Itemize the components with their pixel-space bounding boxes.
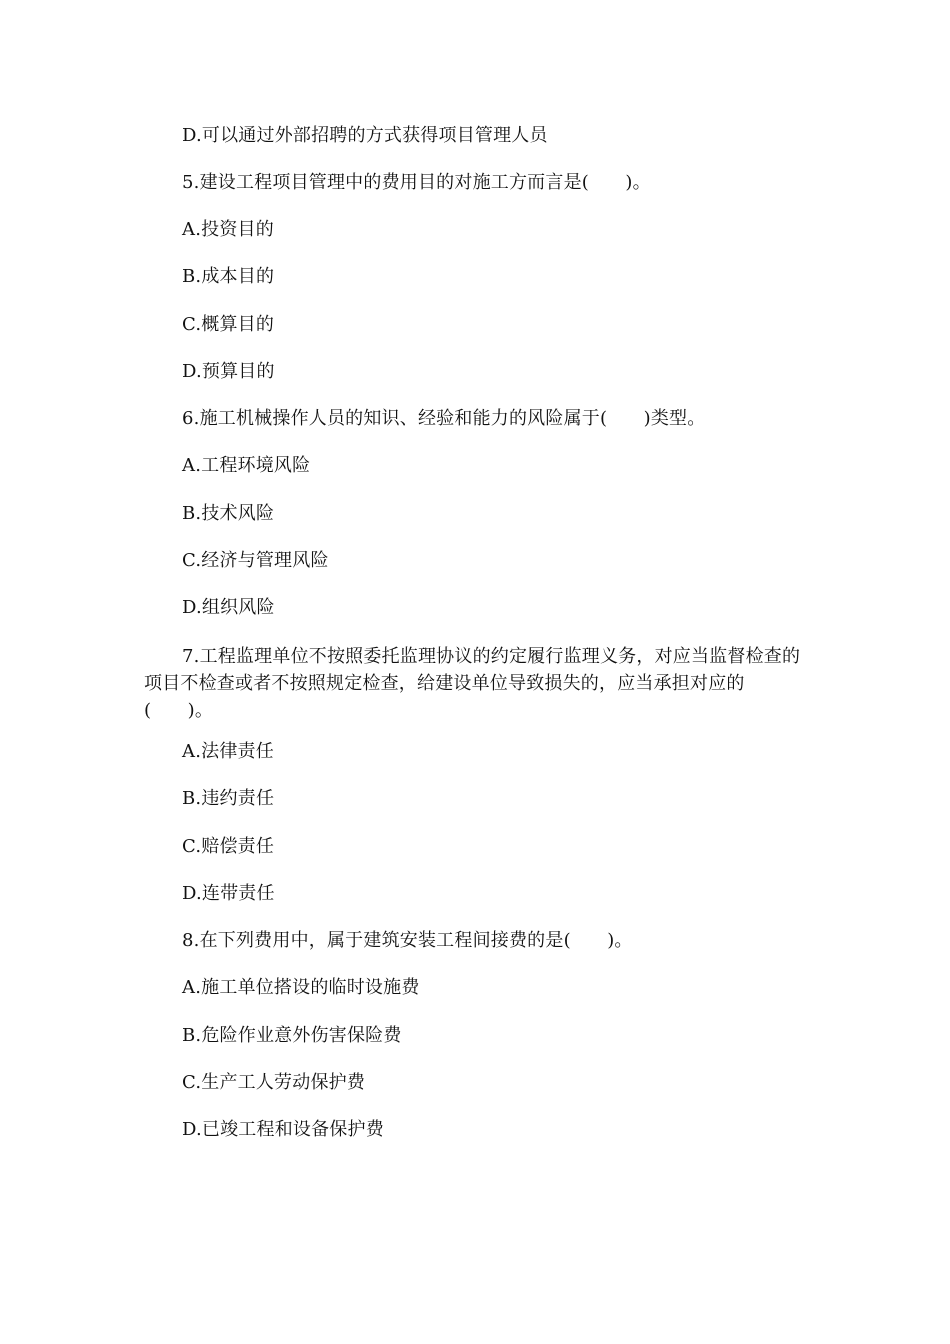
question-6: 6.施工机械操作人员的知识、经验和能力的风险属于( )类型。 xyxy=(182,408,706,429)
option-5c: C.概算目的 xyxy=(182,314,275,335)
option-7d: D.连带责任 xyxy=(182,883,275,904)
option-6a: A.工程环境风险 xyxy=(182,455,311,476)
option-7b: B.违约责任 xyxy=(182,788,275,809)
option-7c: C.赔偿责任 xyxy=(182,836,275,857)
option-6b: B.技术风险 xyxy=(182,503,275,524)
option-8c: C.生产工人劳动保护费 xyxy=(182,1072,366,1093)
option-8a: A.施工单位搭设的临时设施费 xyxy=(182,977,420,998)
question-5: 5.建设工程项目管理中的费用目的对施工方而言是( )。 xyxy=(182,172,651,193)
option-8d: D.已竣工程和设备保护费 xyxy=(182,1119,384,1140)
option-5a: A.投资目的 xyxy=(182,219,274,240)
option-5d: D.预算目的 xyxy=(182,361,275,382)
option-6c: C.经济与管理风险 xyxy=(182,550,329,571)
option-6d: D.组织风险 xyxy=(182,597,275,618)
option-8b: B.危险作业意外伤害保险费 xyxy=(182,1025,402,1046)
question-8: 8.在下列费用中，属于建筑安装工程间接费的是( )。 xyxy=(182,930,633,951)
option-7a: A.法律责任 xyxy=(182,741,274,762)
option-4d: D.可以通过外部招聘的方式获得项目管理人员 xyxy=(182,125,548,146)
option-5b: B.成本目的 xyxy=(182,266,275,287)
question-7: 7.工程监理单位不按照委托监理协议的约定履行监理义务，对应当监督检查的项目不检查或者不按照规定检查，给建设单位导致损失的，应当承担对应的( )。 xyxy=(144,646,801,721)
